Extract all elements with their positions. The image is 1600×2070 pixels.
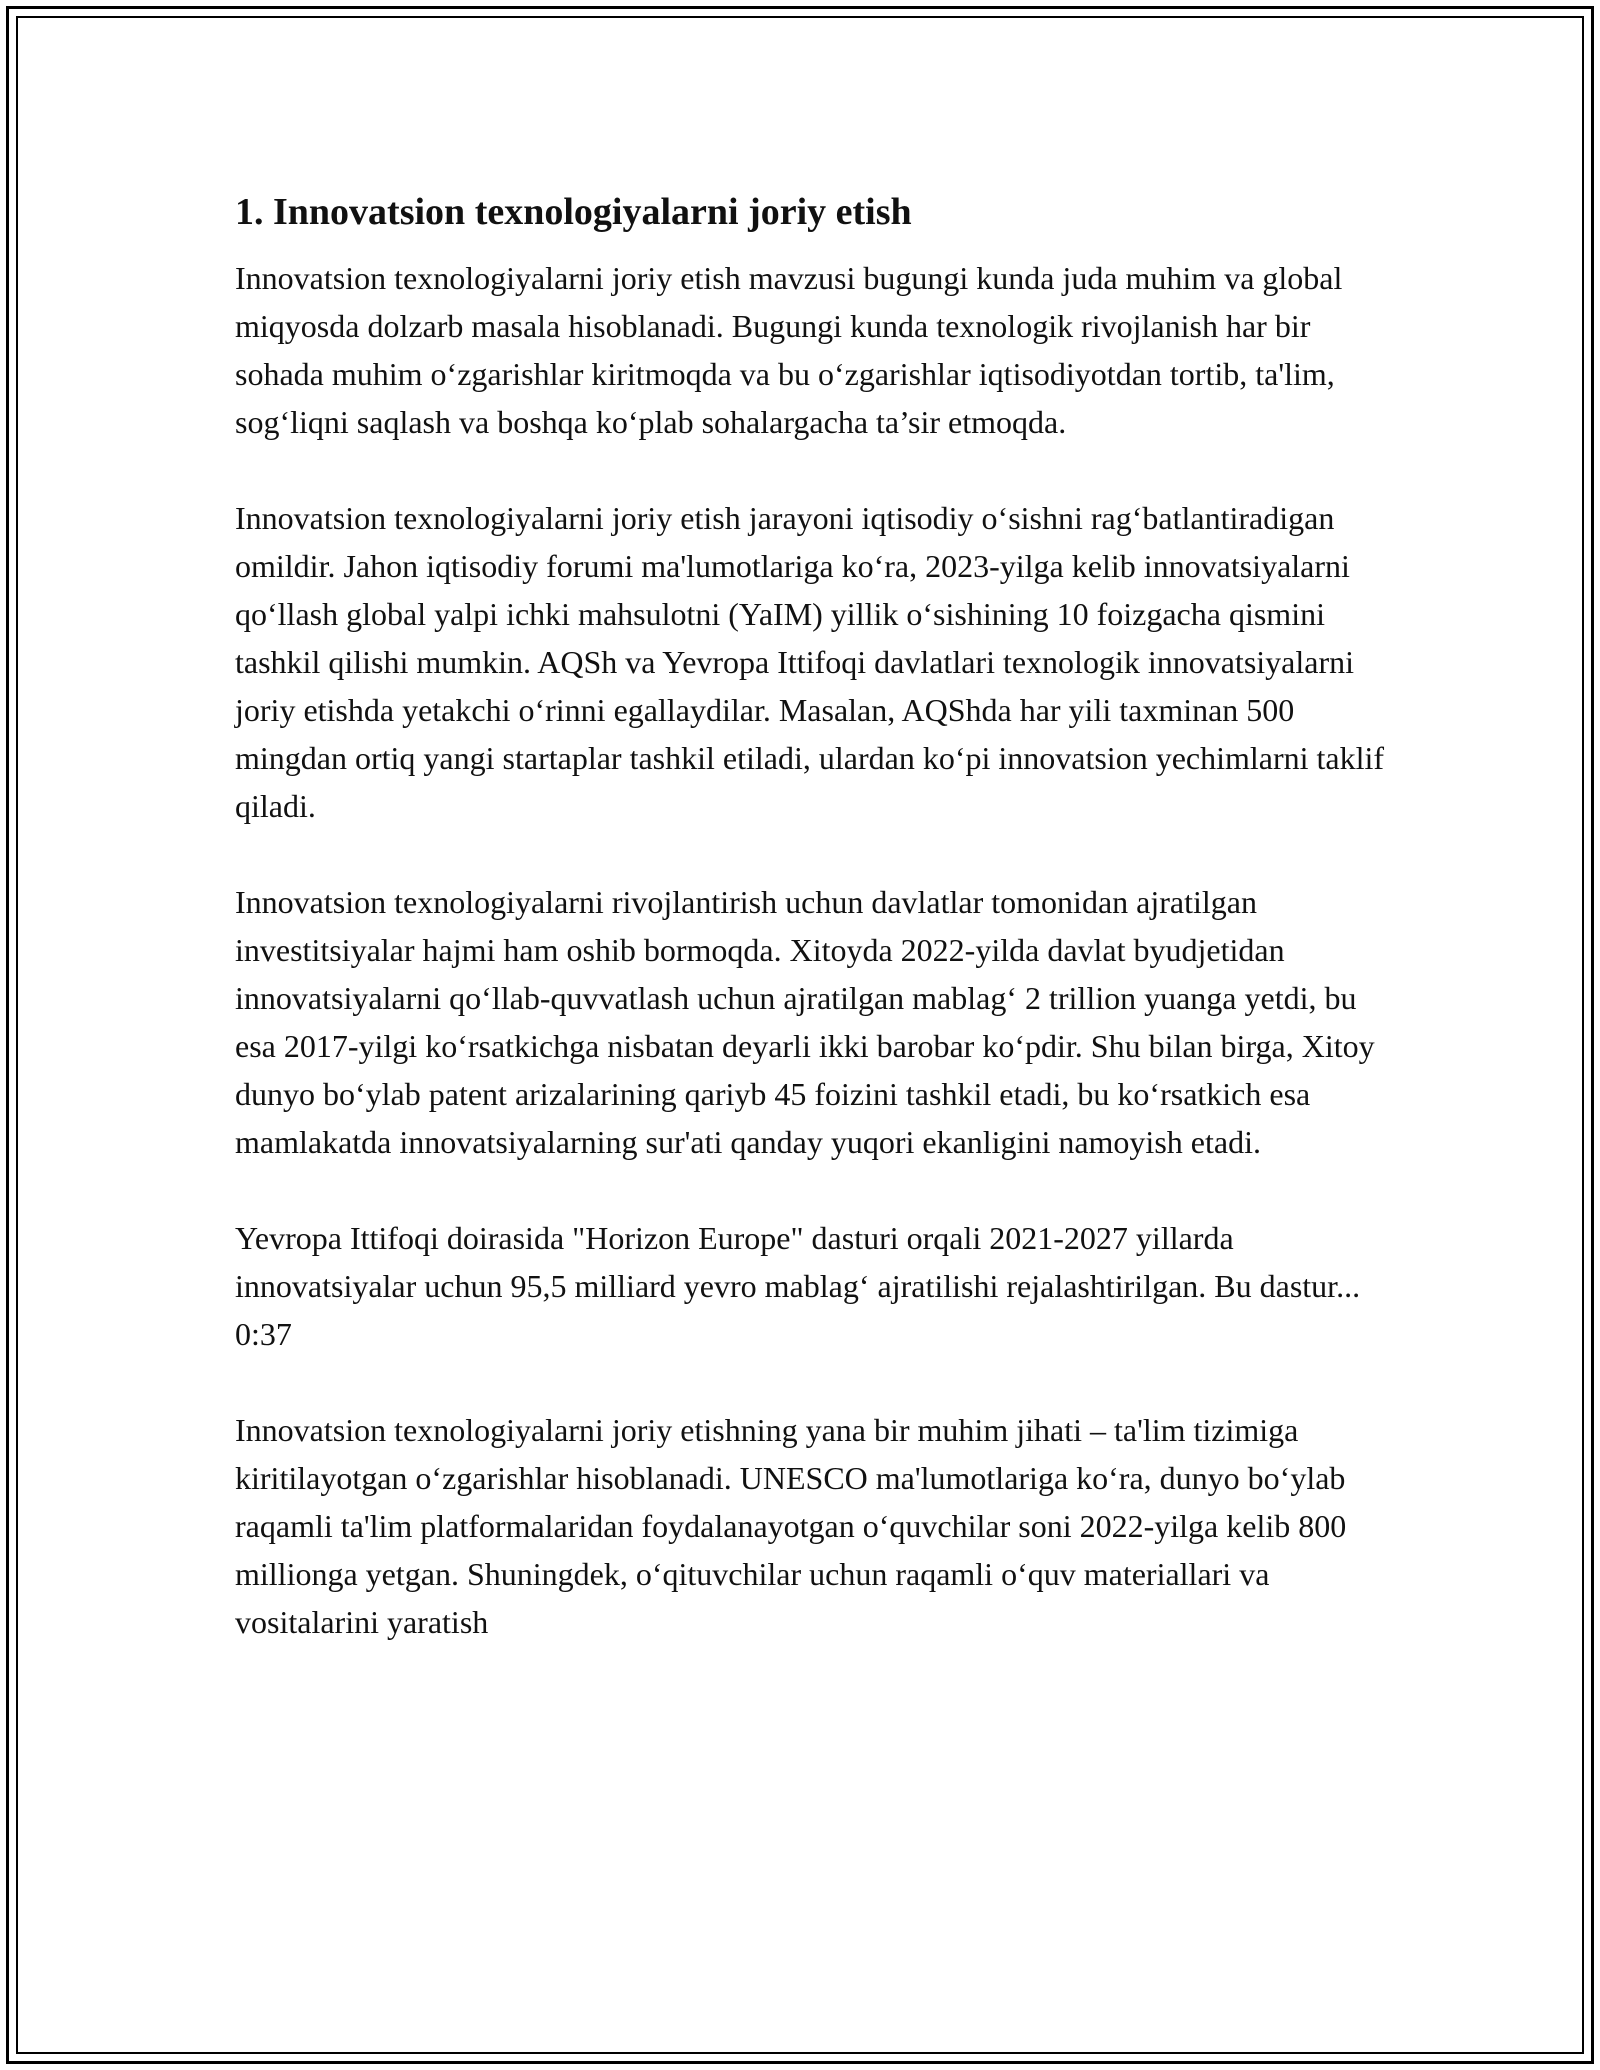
- timestamp: 0:37: [235, 1316, 292, 1352]
- paragraph-horizon-europe: Yevropa Ittifoqi doirasida "Horizon Europe" dasturi orqali 2021-2027 yillarda innovatsiyalar uchun 95,5 milliard yevro mablag‘ ajratilishi rejalashtirilgan. Bu dastur...: [235, 1220, 1361, 1304]
- paragraph-investments: Innovatsion texnologiyalarni rivojlantirish uchun davlatlar tomonidan ajratilgan investitsiyalar hajmi ham oshib bormoqda. Xitoyda 2022-yilda davlat byudjetidan innovatsiyalarni qo‘llab-quvvatlash uchun ajratilgan mablag‘ 2 trillion yuanga yetdi, bu esa 2017-yilgi ko‘rsatkichga nisbatan deyarli ikki barobar ko‘pdir. Shu bilan birga, Xitoy dunyo bo‘ylab patent arizalarining qariyb 45 foizini tashkil etadi, bu ko‘rsatkich esa mamlakatda innovatsiyalarning sur'ati qanday yuqori ekanligini namoyish etadi.: [235, 884, 1375, 1160]
- section-heading: 1. Innovatsion texnologiyalarni joriy etish: [235, 191, 912, 233]
- paragraph-economic-growth: Innovatsion texnologiyalarni joriy etish jarayoni iqtisodiy o‘sishni rag‘batlantiradigan omildir. Jahon iqtisodiy forumi ma'lumotlariga ko‘ra, 2023-yilga kelib innovatsiyalarni qo‘llash global yalpi ichki mahsulotni (YaIM) yillik o‘sishining 10 foizgacha qismini tashkil qilishi mumkin. AQSh va Yevropa Ittifoqi davlatlari texnologik innovatsiyalarni joriy etishda yetakchi o‘rinni egallaydilar. Masalan, AQShda har yili taxminan 500 mingdan ortiq yangi startaplar tashkil etiladi, ulardan ko‘pi innovatsion yechimlarni taklif qiladi.: [235, 500, 1385, 824]
- paragraph-education: Innovatsion texnologiyalarni joriy etishning yana bir muhim jihati – ta'lim tizimiga kiritilayotgan o‘zgarishlar hisoblanadi. UNESCO ma'lumotlariga ko‘ra, dunyo bo‘ylab raqamli ta'lim platformalaridan foydalanayotgan o‘quvchilar soni 2022-yilga kelib 800 millionga yetgan. Shuningdek, o‘qituvchilar uchun raqamli o‘quv materiallari va vositalarini yaratish: [235, 1412, 1347, 1640]
- paragraph-horizon-europe-block: [235, 1214, 1395, 1358]
- document-body: [235, 186, 1395, 1694]
- paragraph-intro: Innovatsion texnologiyalarni joriy etish mavzusi bugungi kunda juda muhim va global miqyosda dolzarb masala hisoblanadi. Bugungi kunda texnologik rivojlanish har bir sohada muhim o‘zgarishlar kiritmoqda va bu o‘zgarishlar iqtisodiyotdan tortib, ta'lim, sog‘liqni saqlash va boshqa ko‘plab sohalargacha ta’sir etmoqda.: [235, 260, 1343, 440]
